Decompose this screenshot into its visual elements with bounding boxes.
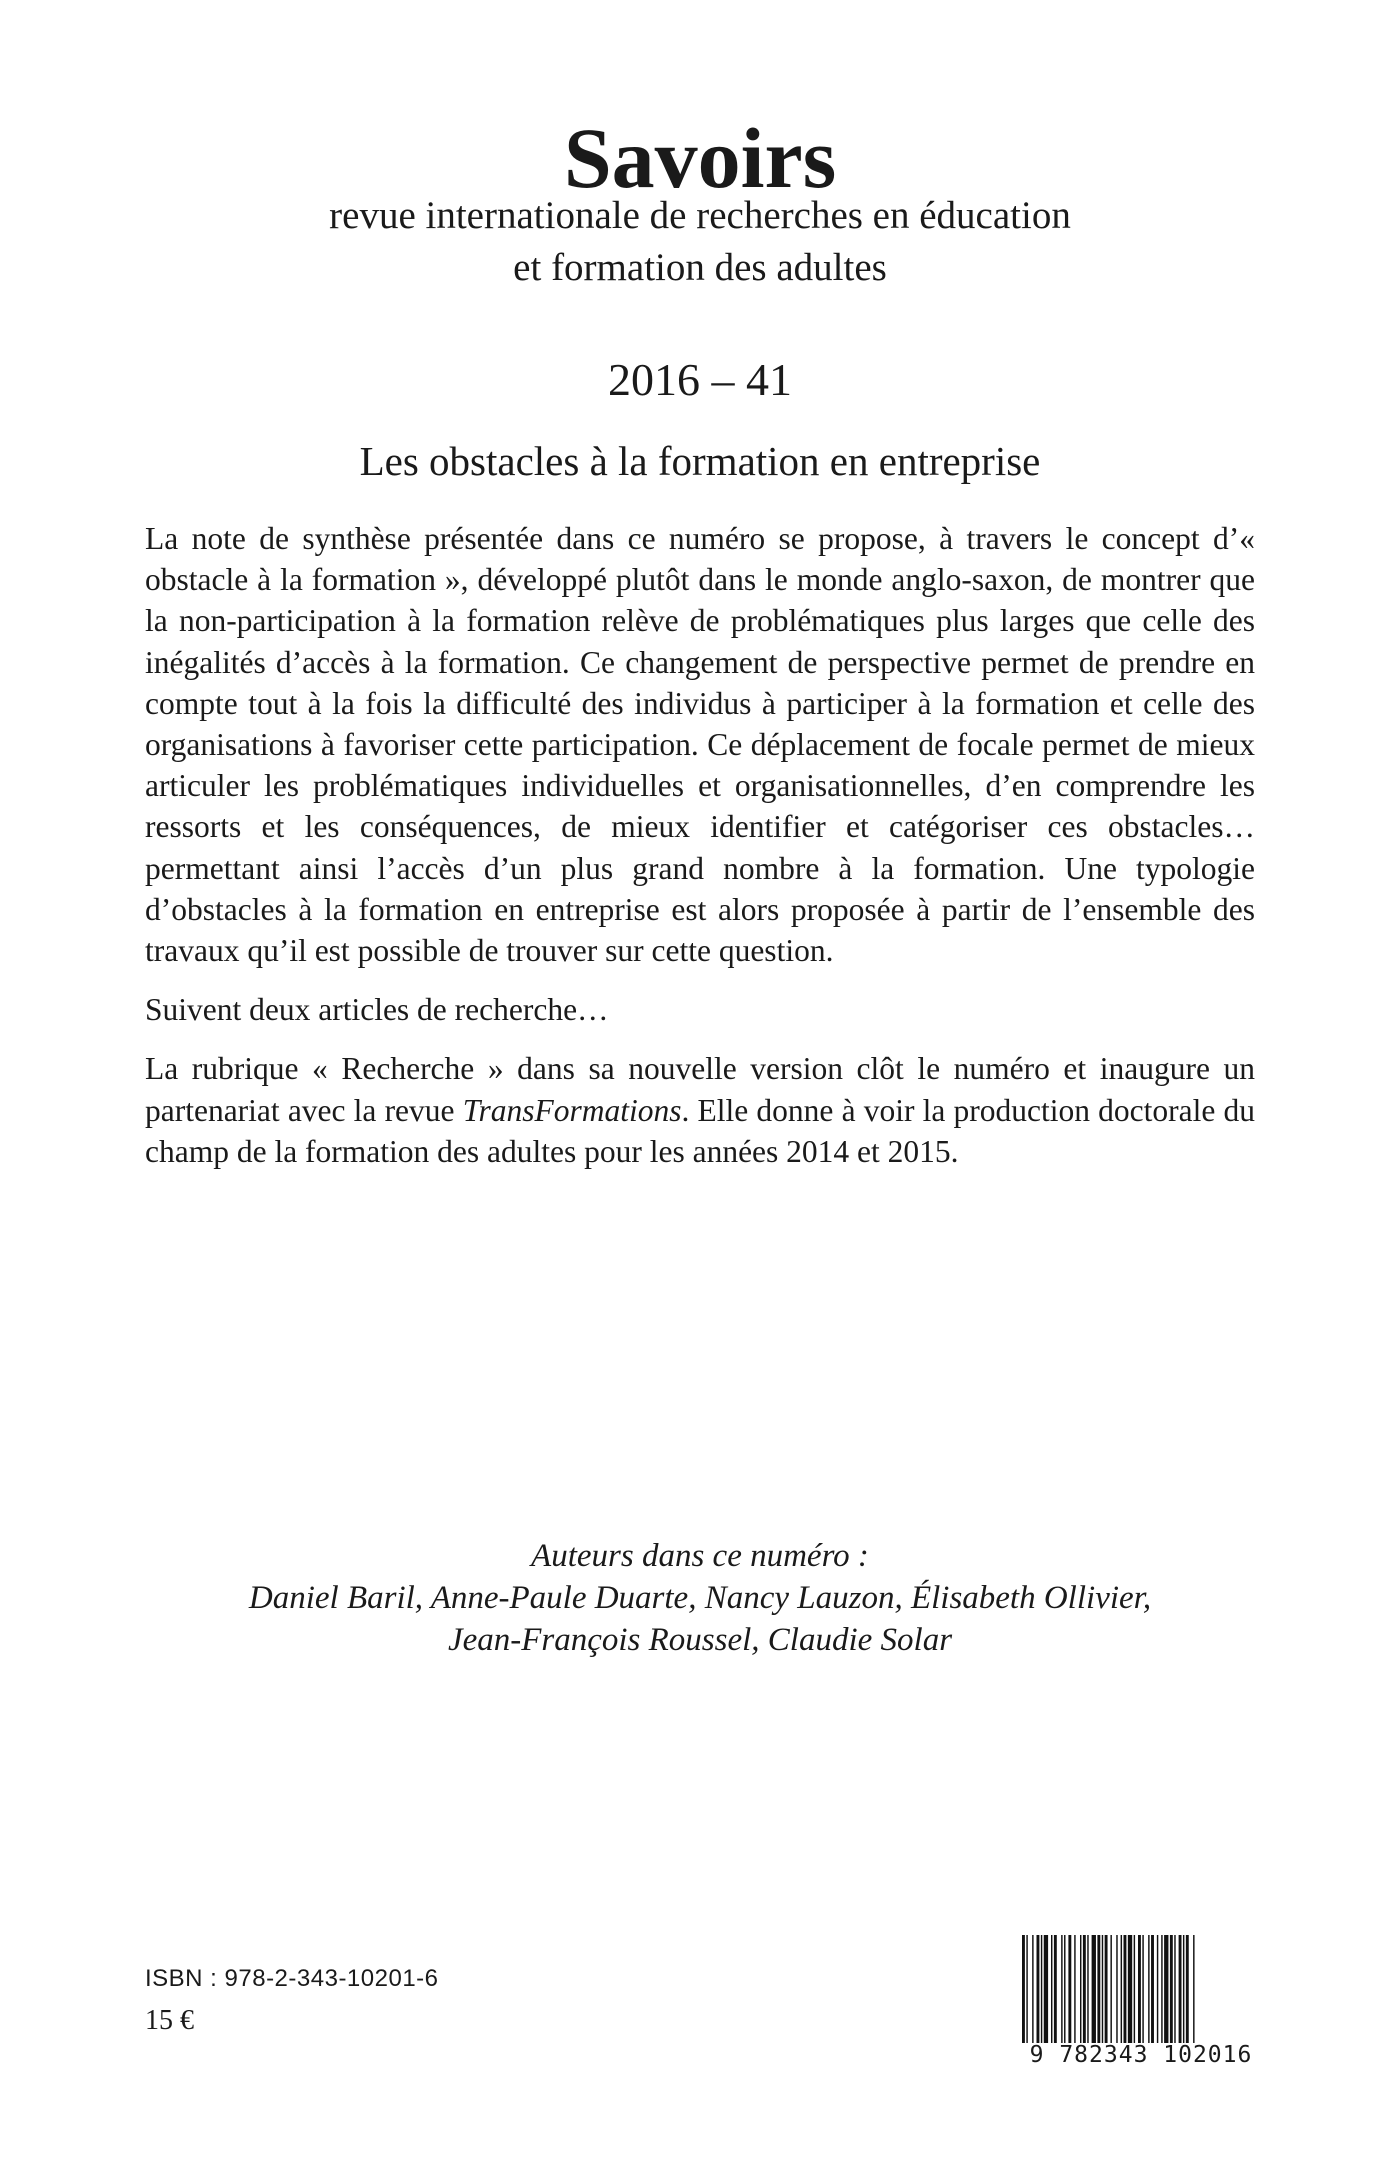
- barcode-bars: [1018, 1935, 1262, 2043]
- summary-text: [145, 518, 1255, 1190]
- journal-name-italic: TransFormations: [462, 1092, 682, 1128]
- barcode-icon: [1018, 1935, 1262, 2043]
- summary-paragraph-3: [145, 1048, 1255, 1172]
- summary-paragraph-2: Suivent deux articles de recherche…: [145, 992, 609, 1028]
- issue-theme: Les obstacles à la formation en entreprise: [359, 438, 1041, 484]
- price: 15 €: [145, 2005, 194, 2036]
- isbn: ISBN : 978-2-343-10201-6: [145, 1965, 439, 1992]
- authors-line-2: Jean-François Roussel, Claudie Solar: [447, 1622, 953, 1658]
- authors-block: [0, 1535, 1400, 1661]
- subtitle-line-2: et formation des adultes: [513, 246, 887, 289]
- authors-line-1: Daniel Baril, Anne-Paule Duarte, Nancy Lauzon, Élisabeth Ollivier,: [248, 1580, 1152, 1616]
- paragraph-3-start: La rubrique « Recherche » dans sa nouvelle version clôt le numéro et inaugure un partenariat avec la revue: [145, 1051, 1255, 1128]
- summary-paragraph-1: La note de synthèse présentée dans ce numéro se propose, à travers le concept d’« obstacle à la formation », développé plutôt dans le monde anglo-saxon, de montrer que la non-participation à la formation relève de problématiques plus larges que celle des inégalités d’accès à la formation. Ce changement de perspective permet de prendre en compte tout à la fois la difficulté des individus à participer à la formation et celle des organisations à favoriser cette participation. Ce déplacement de focale permet de mieux articuler les problématiques individuelles et organisationnelles, d’en comprendre les ressorts et les conséquences, de mieux identifier et catégoriser ces obstacles… permettant ainsi l’accès d’un plus grand nombre à la formation. Une typologie d’obstacles à la formation en entreprise est alors proposée à partir de l’ensemble des travaux qu’il est possible de trouver sur cette question.: [145, 521, 1255, 969]
- barcode-digits: 9 782343 102016: [1029, 2042, 1253, 2068]
- journal-title: Savoirs: [563, 110, 837, 206]
- paragraph-3-end: . Elle donne à voir la production doctorale du champ de la formation des adultes pour les années 2014 et 2015.: [145, 1092, 1255, 1169]
- journal-subtitle: [0, 190, 1400, 294]
- subtitle-line-1: revue internationale de recherches en éducation: [329, 194, 1071, 237]
- issue-number: 2016 – 41: [608, 354, 792, 405]
- authors-heading: Auteurs dans ce numéro :: [531, 1538, 869, 1574]
